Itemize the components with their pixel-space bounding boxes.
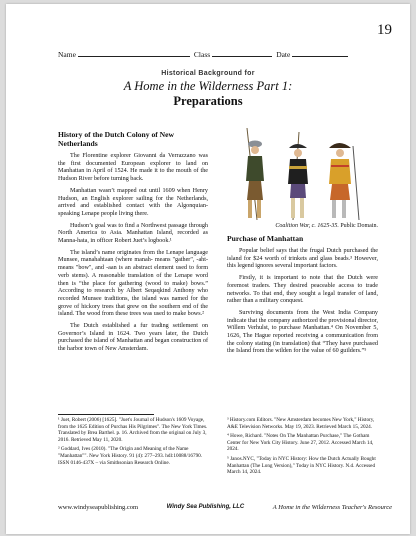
left-paragraph: Hudson’s goal was to find a Northwest passage through North America to Asia. Manhattan Island, recorded as Manna-hata, in officer Robert Juet’s logbook.¹ [58,222,208,245]
right-paragraph: Popular belief says that the frugal Dutch purchased the island for $24 worth of trinkets and glass beads.³ However, this legend ignores several important factors. [227,248,378,270]
right-paragraph: Surviving documents from the West India Company indicate that the company authorized the provisional director, Willem Verhulst, to purchase Manhattan.⁴ On November 5, 1626, The Hague reported receiving a communication from the colony stating (in translation) that “They have purchased the Island from the wilden for the value of 60 guilders.”⁵ [227,309,378,355]
left-column [58,130,208,358]
page-number: 19 [377,22,392,38]
caption-italic: Coalition War, c. 1625-35. [275,223,339,229]
right-column [227,234,378,360]
page-footer [58,504,392,511]
left-heading: History of the Dutch Colony of New Netherlands [58,130,175,148]
footnote-divider [58,414,154,415]
header-eyebrow: Historical Background for [161,70,255,77]
left-paragraph: The Dutch established a fur trading settlement on Governor’s Island in 1624. Two years later, the Dutch purchased the island of Manhattan and began construction of the harbor town of New Amsterdam. [58,323,208,353]
header-subtitle: Preparations [173,94,243,108]
class-line[interactable] [212,50,272,57]
worksheet-header [6,70,410,109]
soldiers-illustration [227,126,378,222]
date-label: Date [276,50,291,59]
right-heading: Purchase of Manhattan [227,234,304,243]
name-line[interactable] [78,50,190,57]
footnote: ² Goddard, Ives (2010). "The Origin and Meaning of the Name "Manhattan"". New York History. 91 (4): 277–293. hdl:10088/16790. ISSN 0146-437X – via Smithsonian Research Online. [58,446,203,466]
student-fields [58,50,392,59]
footnotes-left [58,417,208,469]
name-label: Name [58,50,76,59]
right-paragraph: Firstly, it is important to note that the Dutch were foremost traders. They desired peaceable access to trade networks. To that end, they sought a legal transfer of land, rather than a military conquest. [227,275,378,305]
footnote: ⁴ Howe, Richard. "Notes On The Manhattan Purchase," The Gotham Center for New York City History. June 27, 2012. Accessed March 14, 2024. [227,433,374,453]
footnote: ³ History.com Editors. "New Amsterdam becomes New York," History, A&E Television Networks. May 19, 2023. Retrieved March 15, 2024. [227,417,375,430]
footer-resource: A Home in the Wilderness Teacher's Resource [272,504,392,511]
left-paragraph: Manhattan wasn’t mapped out until 1609 when Henry Hudson, an English explorer sailing for the Netherlands, arrived and established contact with the Algonquian-speaking Lenape people living there. [58,187,208,217]
document-page [6,4,410,534]
footnote: ⁵ Janos.NYC, "Today in NYC History: How the Dutch Actually Bought Manhattan (The Long Version)," Today in NYC History. N.d. Accessed March 14, 2024. [227,455,376,476]
footer-website[interactable]: www.windyseapublishing.com [58,504,139,511]
caption-plain: Public Domain. [340,223,378,229]
footnote: ¹ Juet, Robert (2006) [1625]. "Juet's Journal of Hudson's 1609 Voyage, from the 1625 Edition of Purchas His Pilgrimes". The New York Times. Translated by Brea Barthel. p. 16. Archived from the original on July 3, 2016. Retrieved May 11, 2020. [58,417,208,443]
date-line[interactable] [292,50,348,57]
footer-publisher: Windy Sea Publishing, LLC [166,504,245,510]
figure-caption [227,223,378,229]
header-title: A Home in the Wilderness Part 1: [123,79,293,93]
footnotes-right [227,417,378,479]
class-label: Class [193,50,211,59]
left-paragraph: The Florentine explorer Giovanni da Verrazzano was the first documented European explorer to land on Manhattan in April of 1524. He made it to the mouth of the Hudson River before turning back. [58,153,208,183]
left-paragraph: The island’s name originates from the Lenape language Munsee, manahahtaan (where manah- means "gather", -aht- means "bow", and -aan is an abstract element used to form verb stems). A reasonable translation of the Lenape word then is “the place for gathering (wood to make) bows.” According to research by Albert Seqaqkind Anthony who recorded Munsee traditions, the island was named for the grove of hickory trees that grew on the southern end of the island. The wood from these trees was used to make bows.² [58,249,208,318]
